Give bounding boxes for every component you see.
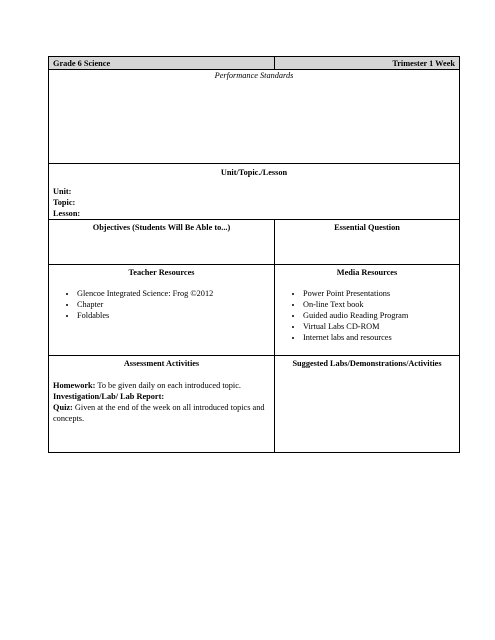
performance-standards-title: Performance Standards [214,71,294,80]
media-resources-title: Media Resources [336,268,398,277]
suggested-labs-title: Suggested Labs/Demonstrations/Activities [292,359,442,368]
list-item: • Guided audio Reading Program [303,310,455,321]
essential-question-cell [275,220,460,265]
list-item: • Internet labs and resources [303,332,455,343]
lesson-label: Lesson: [53,209,81,218]
objectives-row [49,220,460,265]
teacher-resources-cell [49,265,275,356]
trimester-label: Trimester 1 Week [275,57,460,70]
suggested-labs-cell [275,356,460,453]
list-item: • Chapter [77,299,270,310]
teacher-resources-list [53,288,270,321]
grade-label: Grade 6 Science [49,57,275,70]
assessment-title: Assessment Activities [123,359,200,368]
performance-standards-row [49,70,460,164]
objectives-cell [49,220,275,265]
investigation-label: Investigation/Lab/ Lab Report: [53,392,165,401]
header-row [49,57,460,70]
homework-line [53,380,270,391]
quiz-text: Given at the end of the week on all introduced topics and concepts. [53,403,265,423]
media-resources-list [279,288,455,343]
media-resources-cell [275,265,460,356]
list-item: • Power Point Presentations [303,288,455,299]
list-item: • Virtual Labs CD-ROM [303,321,455,332]
list-item: • On-line Text book [303,299,455,310]
lesson-plan-table [48,56,460,453]
lesson-plan-page [48,56,459,453]
unit-topic-lesson-title: Unit/Topic./Lesson [220,168,288,177]
list-item: • Glencoe Integrated Science: Frog ©2012 [77,288,270,299]
quiz-label: Quiz: [53,403,73,412]
essential-question-title: Essential Question [334,223,400,232]
assessment-cell [49,356,275,453]
homework-text: To be given daily on each introduced topic. [95,381,241,390]
unit-topic-lesson-row [49,164,460,220]
homework-label: Homework: [53,381,96,390]
objectives-title: Objectives (Students Will Be Able to...) [92,223,231,232]
topic-label: Topic: [53,198,76,207]
unit-label: Unit: [53,187,72,196]
quiz-line [53,402,270,424]
assessment-row [49,356,460,453]
resources-row [49,265,460,356]
list-item: • Foldables [77,310,270,321]
teacher-resources-title: Teacher Resources [128,268,195,277]
performance-standards-cell [49,70,460,164]
unit-topic-lesson-cell [49,164,460,220]
